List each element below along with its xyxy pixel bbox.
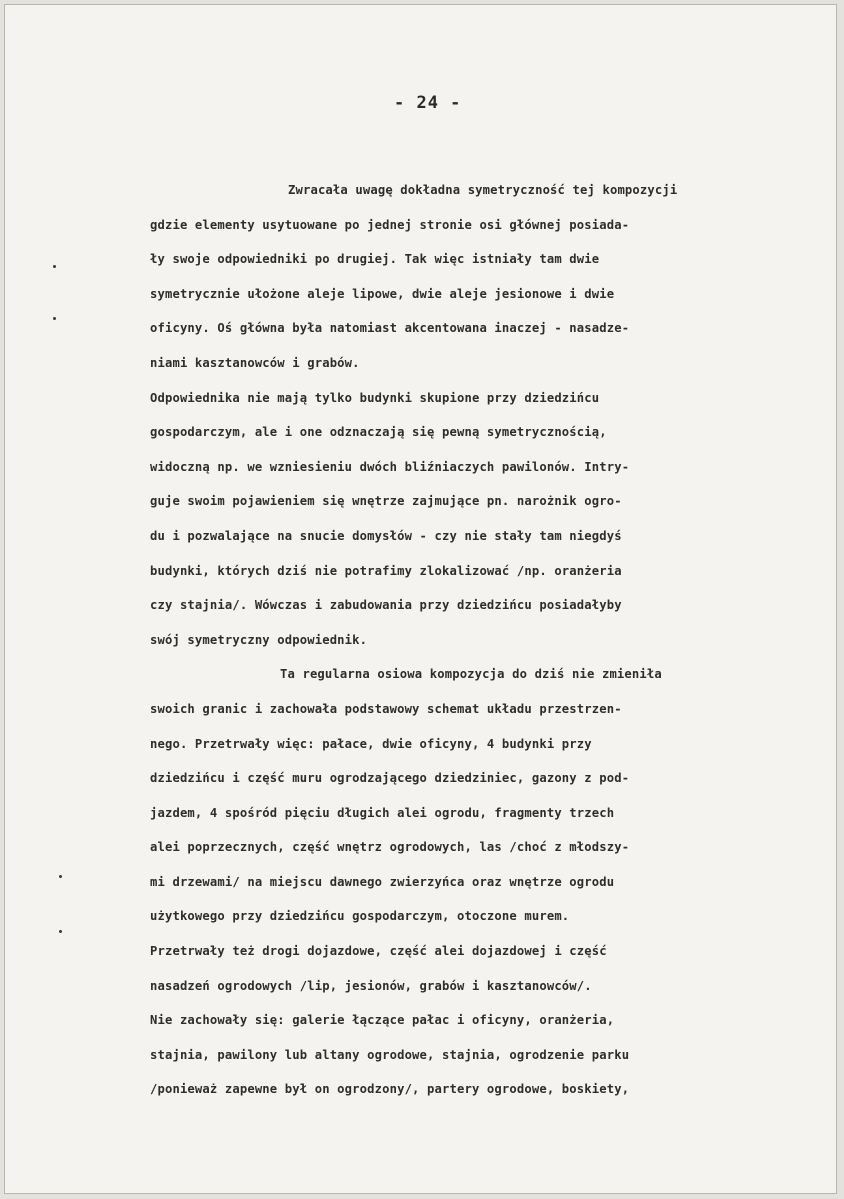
text-line: guje swoim pojawieniem się wnętrze zajmujące pn. narożnik ogro- bbox=[150, 494, 622, 509]
text-line: gospodarczym, ale i one odznaczają się pewną symetrycznością, bbox=[150, 425, 607, 440]
text-line: budynki, których dziś nie potrafimy zlokalizować /np. oranżeria bbox=[150, 563, 622, 578]
text-line: dziedzińcu i część muru ogrodzającego dziedziniec, gazony z pod- bbox=[150, 771, 630, 786]
text-line: /ponieważ zapewne był on ogrodzony/, partery ogrodowe, boskiety, bbox=[150, 1082, 630, 1097]
document-page bbox=[4, 4, 837, 1194]
text-line: Ta regularna osiowa kompozycja do dziś nie zmieniła bbox=[280, 667, 662, 682]
margin-mark bbox=[53, 265, 56, 268]
text-line: gdzie elementy usytuowane po jednej stronie osi głównej posiada- bbox=[150, 217, 630, 232]
margin-mark bbox=[59, 930, 62, 933]
text-line: nego. Przetrwały więc: pałace, dwie oficyny, 4 budynki przy bbox=[150, 736, 592, 751]
text-line: Odpowiednika nie mają tylko budynki skupione przy dziedzińcu bbox=[150, 390, 600, 405]
text-line: nasadzeń ogrodowych /lip, jesionów, grabów i kasztanowców/. bbox=[150, 978, 592, 993]
text-line: Nie zachowały się: galerie łączące pałac i oficyny, oranżeria, bbox=[150, 1013, 615, 1028]
text-line: widoczną np. we wzniesieniu dwóch bliźniaczych pawilonów. Intry- bbox=[150, 459, 630, 474]
text-line: du i pozwalające na snucie domysłów - czy nie stały tam niegdyś bbox=[150, 528, 622, 543]
text-line: stajnia, pawilony lub altany ogrodowe, stajnia, ogrodzenie parku bbox=[150, 1047, 630, 1062]
text-line: Przetrwały też drogi dojazdowe, część alei dojazdowej i część bbox=[150, 944, 607, 959]
text-line: swój symetryczny odpowiednik. bbox=[150, 632, 368, 647]
text-line: swoich granic i zachowała podstawowy schemat układu przestrzen- bbox=[150, 701, 622, 716]
text-line: czy stajnia/. Wówczas i zabudowania przy dziedzińcu posiadałyby bbox=[150, 598, 622, 613]
text-line: Zwracała uwagę dokładna symetryczność tej kompozycji bbox=[288, 183, 678, 197]
text-line: alei poprzecznych, część wnętrz ogrodowych, las /choć z młodszy- bbox=[150, 840, 630, 855]
text-line: oficyny. Oś główna była natomiast akcentowana inaczej - nasadze- bbox=[150, 321, 630, 336]
text-line: symetrycznie ułożone aleje lipowe, dwie aleje jesionowe i dwie bbox=[150, 286, 615, 301]
text-line: ły swoje odpowiedniki po drugiej. Tak więc istniały tam dwie bbox=[150, 252, 600, 267]
text-line: niami kasztanowców i grabów. bbox=[150, 355, 360, 370]
text-line: mi drzewami/ na miejscu dawnego zwierzyńca oraz wnętrze ogrodu bbox=[150, 874, 615, 889]
page-number: - 24 - bbox=[394, 93, 462, 113]
margin-mark bbox=[53, 317, 56, 320]
body-text bbox=[150, 173, 830, 1107]
text-line: użytkowego przy dziedzińcu gospodarczym, otoczone murem. bbox=[150, 909, 570, 924]
text-line: jazdem, 4 spośród pięciu długich alei ogrodu, fragmenty trzech bbox=[150, 805, 615, 820]
margin-mark bbox=[59, 875, 62, 878]
